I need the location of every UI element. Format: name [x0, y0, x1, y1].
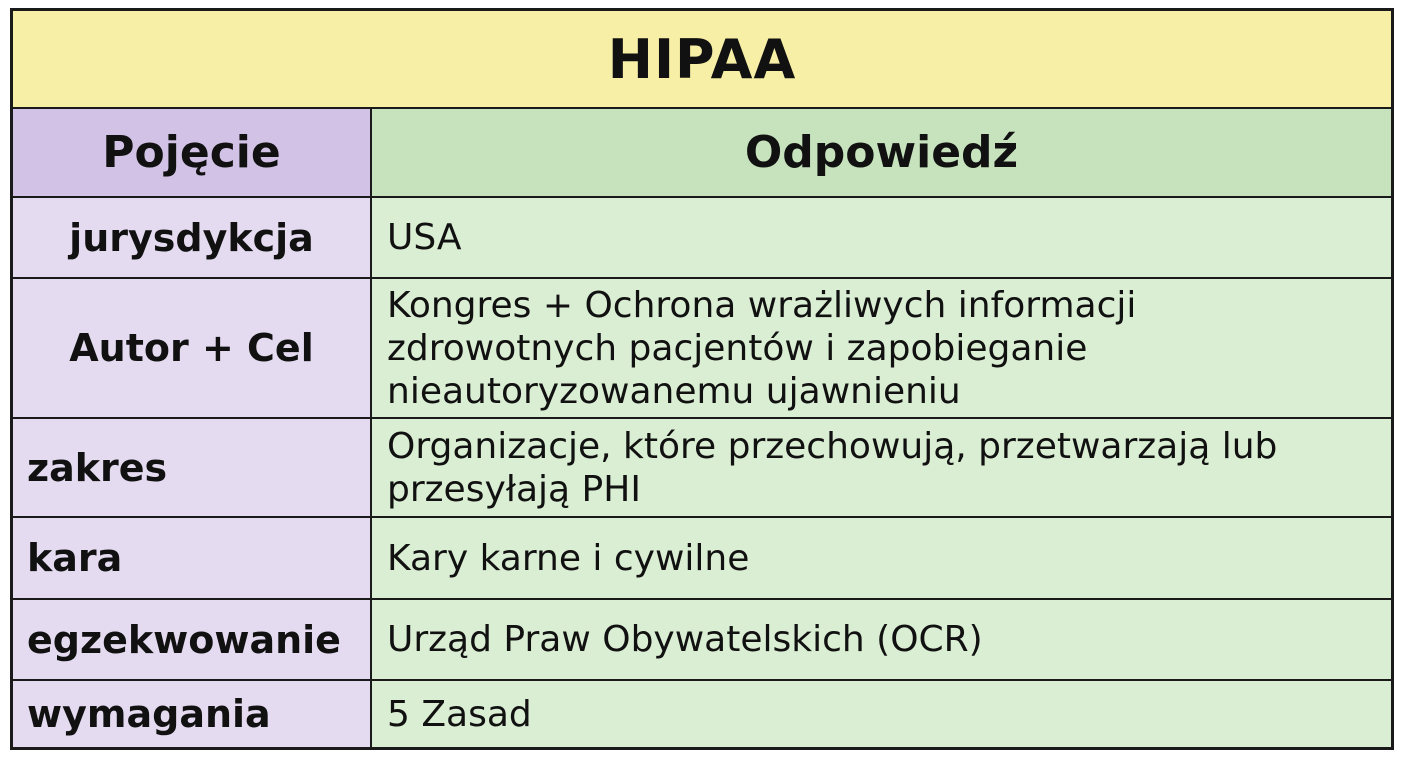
column-header-term: Pojęcie [13, 109, 370, 196]
row-answer-requirements: 5 Zasad [372, 681, 1391, 747]
row-term-requirements: wymagania [13, 681, 370, 747]
row-term-jurisdiction: jurysdykcja [13, 198, 370, 277]
row-term-penalty: kara [13, 518, 370, 598]
table-title: HIPAA [13, 11, 1391, 107]
row-term-enforcement: egzekwowanie [13, 600, 370, 679]
row-term-scope: zakres [13, 419, 370, 516]
hipaa-table [10, 8, 1394, 750]
row-answer-penalty: Kary karne i cywilne [372, 518, 1391, 598]
row-answer-enforcement: Urząd Praw Obywatelskich (OCR) [372, 600, 1391, 679]
row-answer-jurisdiction: USA [372, 198, 1391, 277]
row-answer-scope: Organizacje, które przechowują, przetwarzają lub przesyłają PHI [372, 419, 1391, 516]
column-header-answer: Odpowiedź [372, 109, 1391, 196]
row-term-author-purpose: Autor + Cel [13, 279, 370, 417]
row-answer-author-purpose: Kongres + Ochrona wrażliwych informacji zdrowotnych pacjentów i zapobieganie nieautoryzowanemu ujawnieniu [372, 279, 1391, 417]
